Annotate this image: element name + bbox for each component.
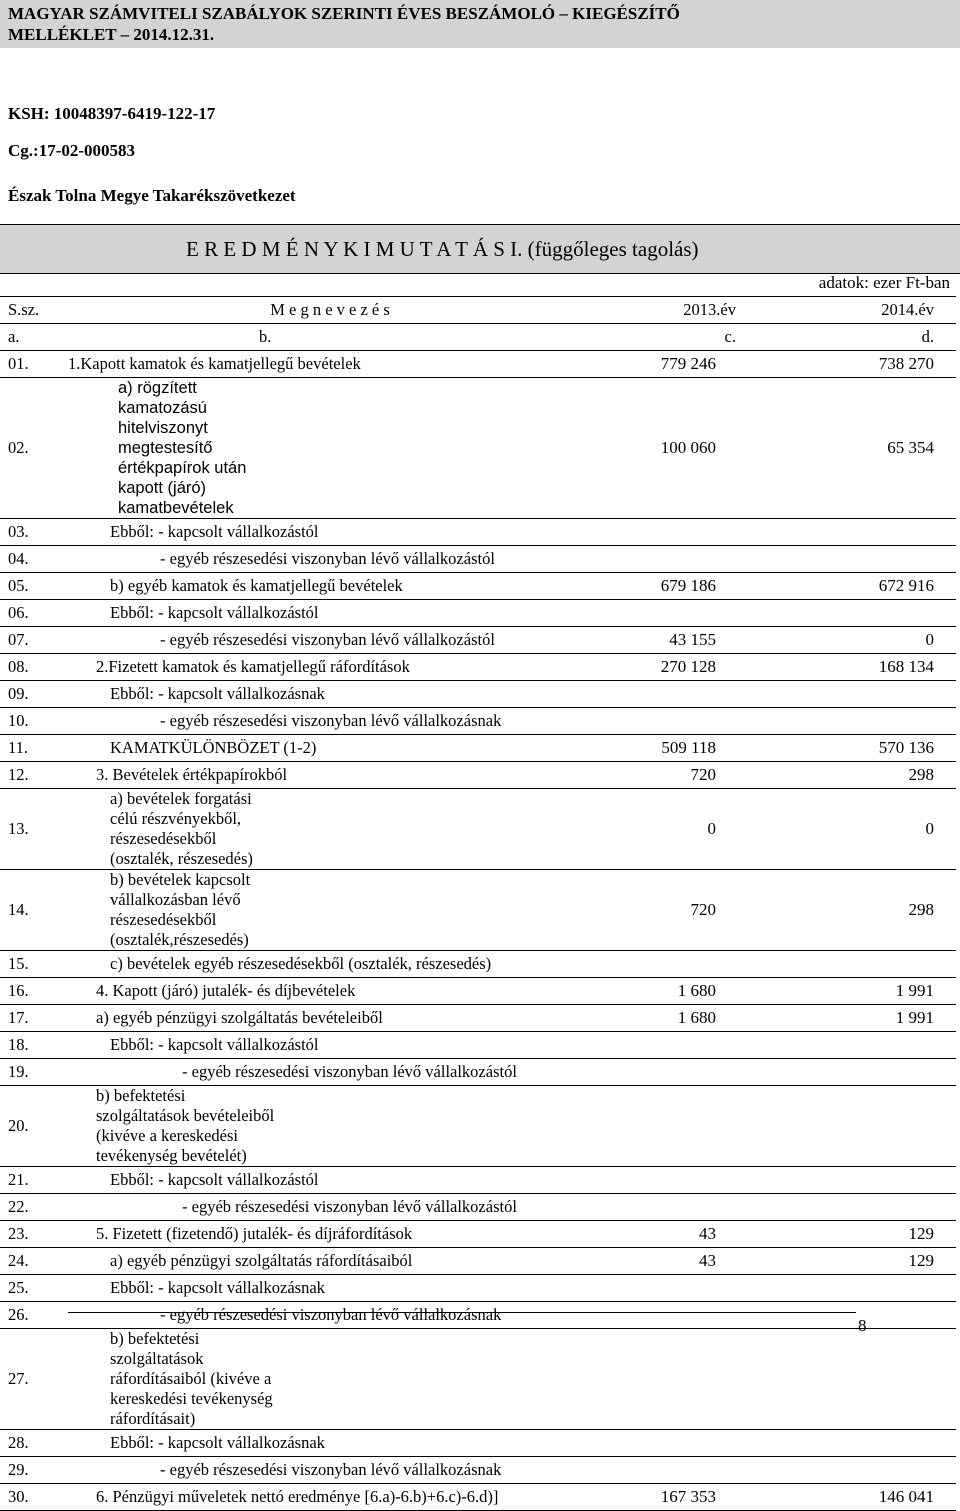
value-2014	[766, 1032, 956, 1059]
row-label: - egyéb részesedési viszonyban lévő vállalkozásnak	[44, 1302, 608, 1329]
value-2013	[608, 1167, 766, 1194]
row-label: a) egyéb pénzügyi szolgáltatás bevételeiből	[44, 1005, 608, 1032]
table-row	[0, 378, 956, 519]
letter-d: d.	[766, 324, 956, 351]
row-label: - egyéb részesedési viszonyban lévő vállalkozástól	[44, 546, 608, 573]
row-number: 19.	[0, 1059, 44, 1086]
table-row	[0, 735, 956, 762]
table-row	[0, 1032, 956, 1059]
letter-b: b.	[44, 324, 608, 351]
value-2014	[766, 708, 956, 735]
letter-c: c.	[608, 324, 766, 351]
company-name: Észak Tolna Megye Takarékszövetkezet	[8, 186, 296, 205]
row-label: Ebből: - kapcsolt vállalkozástól	[44, 1167, 608, 1194]
value-2013	[608, 600, 766, 627]
table-row	[0, 762, 956, 789]
col-header-ssz: S.sz.	[0, 297, 44, 324]
value-2013: 720	[608, 870, 766, 951]
row-number: 25.	[0, 1275, 44, 1302]
table-row	[0, 1302, 956, 1329]
table-row	[0, 951, 956, 978]
report-title-bar	[0, 224, 960, 274]
row-label: - egyéb részesedési viszonyban lévő vállalkozásnak	[44, 1457, 608, 1484]
value-2014: 0	[766, 627, 956, 654]
table-row	[0, 1086, 956, 1167]
row-number: 07.	[0, 627, 44, 654]
row-label: Ebből: - kapcsolt vállalkozásnak	[44, 681, 608, 708]
row-label: Ebből: - kapcsolt vállalkozástól	[44, 1032, 608, 1059]
table-row	[0, 1329, 956, 1430]
report-title: E R E D M É N Y K I M U T A T Á S I. (függőleges tagolás)	[186, 237, 699, 261]
row-label: Ebből: - kapcsolt vállalkozásnak	[44, 1275, 608, 1302]
table-letter-row	[0, 324, 956, 351]
row-number: 05.	[0, 573, 44, 600]
row-number: 09.	[0, 681, 44, 708]
row-number: 18.	[0, 1032, 44, 1059]
value-2013	[608, 1032, 766, 1059]
value-2013	[608, 1302, 766, 1329]
value-2013: 270 128	[608, 654, 766, 681]
value-2014: 672 916	[766, 573, 956, 600]
row-label: c) bevételek egyéb részesedésekből (osztalék, részesedés)	[44, 951, 608, 978]
page-number: 8	[858, 1316, 867, 1335]
row-number: 20.	[0, 1086, 44, 1167]
value-2013: 43	[608, 1221, 766, 1248]
row-label: - egyéb részesedési viszonyban lévő vállalkozástól	[44, 627, 608, 654]
row-number: 12.	[0, 762, 44, 789]
table-row	[0, 789, 956, 870]
value-2013	[608, 681, 766, 708]
row-number: 29.	[0, 1457, 44, 1484]
value-2013: 43	[608, 1248, 766, 1275]
row-label: 1.Kapott kamatok és kamatjellegű bevételek	[44, 351, 608, 378]
table-row	[0, 870, 956, 951]
row-label: b) egyéb kamatok és kamatjellegű bevételek	[44, 573, 608, 600]
letter-a: a.	[0, 324, 44, 351]
value-2013	[608, 1086, 766, 1167]
value-2014	[766, 519, 956, 546]
value-2013	[608, 1275, 766, 1302]
value-2014: 146 041	[766, 1484, 956, 1511]
value-2014: 298	[766, 870, 956, 951]
col-header-name: M e g n e v e z é s	[44, 297, 608, 324]
value-2014: 738 270	[766, 351, 956, 378]
value-2014: 298	[766, 762, 956, 789]
col-header-2014: 2014.év	[766, 297, 956, 324]
table-row	[0, 1484, 956, 1511]
value-2013: 1 680	[608, 978, 766, 1005]
row-number: 08.	[0, 654, 44, 681]
value-2014: 129	[766, 1221, 956, 1248]
row-number: 23.	[0, 1221, 44, 1248]
income-statement-table	[0, 296, 956, 1511]
table-row	[0, 1457, 956, 1484]
row-label: KAMATKÜLÖNBÖZET (1-2)	[44, 735, 608, 762]
table-row	[0, 627, 956, 654]
value-2013: 100 060	[608, 378, 766, 519]
value-2013	[608, 519, 766, 546]
row-label: 5. Fizetett (fizetendő) jutalék- és díjráfordítások	[44, 1221, 608, 1248]
table-row	[0, 1430, 956, 1457]
row-number: 11.	[0, 735, 44, 762]
value-2013	[608, 1430, 766, 1457]
row-label: a) bevételek forgatási célú részvényekből, részesedésekből (osztalék, részesedés)	[44, 789, 608, 870]
row-label: - egyéb részesedési viszonyban lévő vállalkozástól	[44, 1194, 608, 1221]
value-2013: 1 680	[608, 1005, 766, 1032]
row-label: 3. Bevételek értékpapírokból	[44, 762, 608, 789]
table-header-row	[0, 297, 956, 324]
company-registry-number: Cg.:17-02-000583	[8, 141, 136, 160]
table-row	[0, 546, 956, 573]
row-number: 22.	[0, 1194, 44, 1221]
row-number: 28.	[0, 1430, 44, 1457]
unit-note: adatok: ezer Ft-ban	[818, 273, 950, 292]
row-number: 02.	[0, 378, 44, 519]
value-2013: 0	[608, 789, 766, 870]
row-number: 13.	[0, 789, 44, 870]
value-2014	[766, 1430, 956, 1457]
value-2014	[766, 600, 956, 627]
row-label: 4. Kapott (járó) jutalék- és díjbevételek	[44, 978, 608, 1005]
value-2014	[766, 1194, 956, 1221]
table-row	[0, 708, 956, 735]
value-2014	[766, 681, 956, 708]
row-number: 24.	[0, 1248, 44, 1275]
value-2014	[766, 1167, 956, 1194]
row-number: 17.	[0, 1005, 44, 1032]
row-number: 16.	[0, 978, 44, 1005]
header-line-1: MAGYAR SZÁMVITELI SZABÁLYOK SZERINTI ÉVES BESZÁMOLÓ – KIEGÉSZÍTŐ	[8, 4, 680, 23]
value-2014: 168 134	[766, 654, 956, 681]
table-row	[0, 1059, 956, 1086]
table-row	[0, 1248, 956, 1275]
table-row	[0, 1275, 956, 1302]
value-2014: 1 991	[766, 1005, 956, 1032]
row-number: 27.	[0, 1329, 44, 1430]
value-2014	[766, 546, 956, 573]
value-2014	[766, 1329, 956, 1430]
row-label: a) rögzített kamatozású hitelviszonyt megtestesítő értékpapírok után kapott (járó) kamatbevételek	[44, 378, 608, 519]
value-2014	[766, 1457, 956, 1484]
value-2014: 129	[766, 1248, 956, 1275]
row-number: 26.	[0, 1302, 44, 1329]
row-label: - egyéb részesedési viszonyban lévő vállalkozástól	[44, 1059, 608, 1086]
ksh-number: KSH: 10048397-6419-122-17	[8, 104, 216, 123]
table-row	[0, 681, 956, 708]
row-label: b) befektetési szolgáltatások bevételeiből (kivéve a kereskedési tevékenység bevételét)	[44, 1086, 608, 1167]
value-2013: 679 186	[608, 573, 766, 600]
col-header-2013: 2013.év	[608, 297, 766, 324]
row-label: Ebből: - kapcsolt vállalkozástól	[44, 519, 608, 546]
value-2014	[766, 951, 956, 978]
table-row	[0, 1005, 956, 1032]
value-2013	[608, 1329, 766, 1430]
row-label: - egyéb részesedési viszonyban lévő vállalkozásnak	[44, 708, 608, 735]
value-2013	[608, 951, 766, 978]
table-row	[0, 1167, 956, 1194]
value-2014	[766, 1086, 956, 1167]
row-number: 10.	[0, 708, 44, 735]
value-2014: 65 354	[766, 378, 956, 519]
value-2013: 43 155	[608, 627, 766, 654]
value-2013: 167 353	[608, 1484, 766, 1511]
table-row	[0, 1221, 956, 1248]
header-line-2: MELLÉKLET – 2014.12.31.	[8, 25, 215, 44]
table-row	[0, 1194, 956, 1221]
row-label: Ebből: - kapcsolt vállalkozásnak	[44, 1430, 608, 1457]
value-2013: 779 246	[608, 351, 766, 378]
value-2014: 570 136	[766, 735, 956, 762]
table-row	[0, 573, 956, 600]
value-2013	[608, 1457, 766, 1484]
value-2013	[608, 1194, 766, 1221]
value-2014: 0	[766, 789, 956, 870]
value-2013	[608, 546, 766, 573]
row-label: a) egyéb pénzügyi szolgáltatás ráfordításaiból	[44, 1248, 608, 1275]
row-number: 30.	[0, 1484, 44, 1511]
value-2014	[766, 1059, 956, 1086]
table-row	[0, 519, 956, 546]
value-2013: 720	[608, 762, 766, 789]
table-row	[0, 978, 956, 1005]
table-row	[0, 351, 956, 378]
footer-rule	[68, 1312, 856, 1313]
row-number: 03.	[0, 519, 44, 546]
row-number: 15.	[0, 951, 44, 978]
row-label: b) bevételek kapcsolt vállalkozásban lévő részesedésekből (osztalék,részesedés)	[44, 870, 608, 951]
row-number: 01.	[0, 351, 44, 378]
value-2013: 509 118	[608, 735, 766, 762]
row-number: 04.	[0, 546, 44, 573]
value-2014: 1 991	[766, 978, 956, 1005]
row-number: 14.	[0, 870, 44, 951]
value-2013	[608, 1059, 766, 1086]
value-2014	[766, 1275, 956, 1302]
document-header	[0, 0, 960, 48]
table-row	[0, 600, 956, 627]
row-label: Ebből: - kapcsolt vállalkozástól	[44, 600, 608, 627]
row-label: b) befektetési szolgáltatások ráfordításaiból (kivéve a kereskedési tevékenység ráfordításait)	[44, 1329, 608, 1430]
row-label: 6. Pénzügyi műveletek nettó eredménye [6.a)-6.b)+6.c)-6.d)]	[44, 1484, 608, 1511]
row-label: 2.Fizetett kamatok és kamatjellegű ráfordítások	[44, 654, 608, 681]
row-number: 21.	[0, 1167, 44, 1194]
row-number: 06.	[0, 600, 44, 627]
value-2013	[608, 708, 766, 735]
table-row	[0, 654, 956, 681]
